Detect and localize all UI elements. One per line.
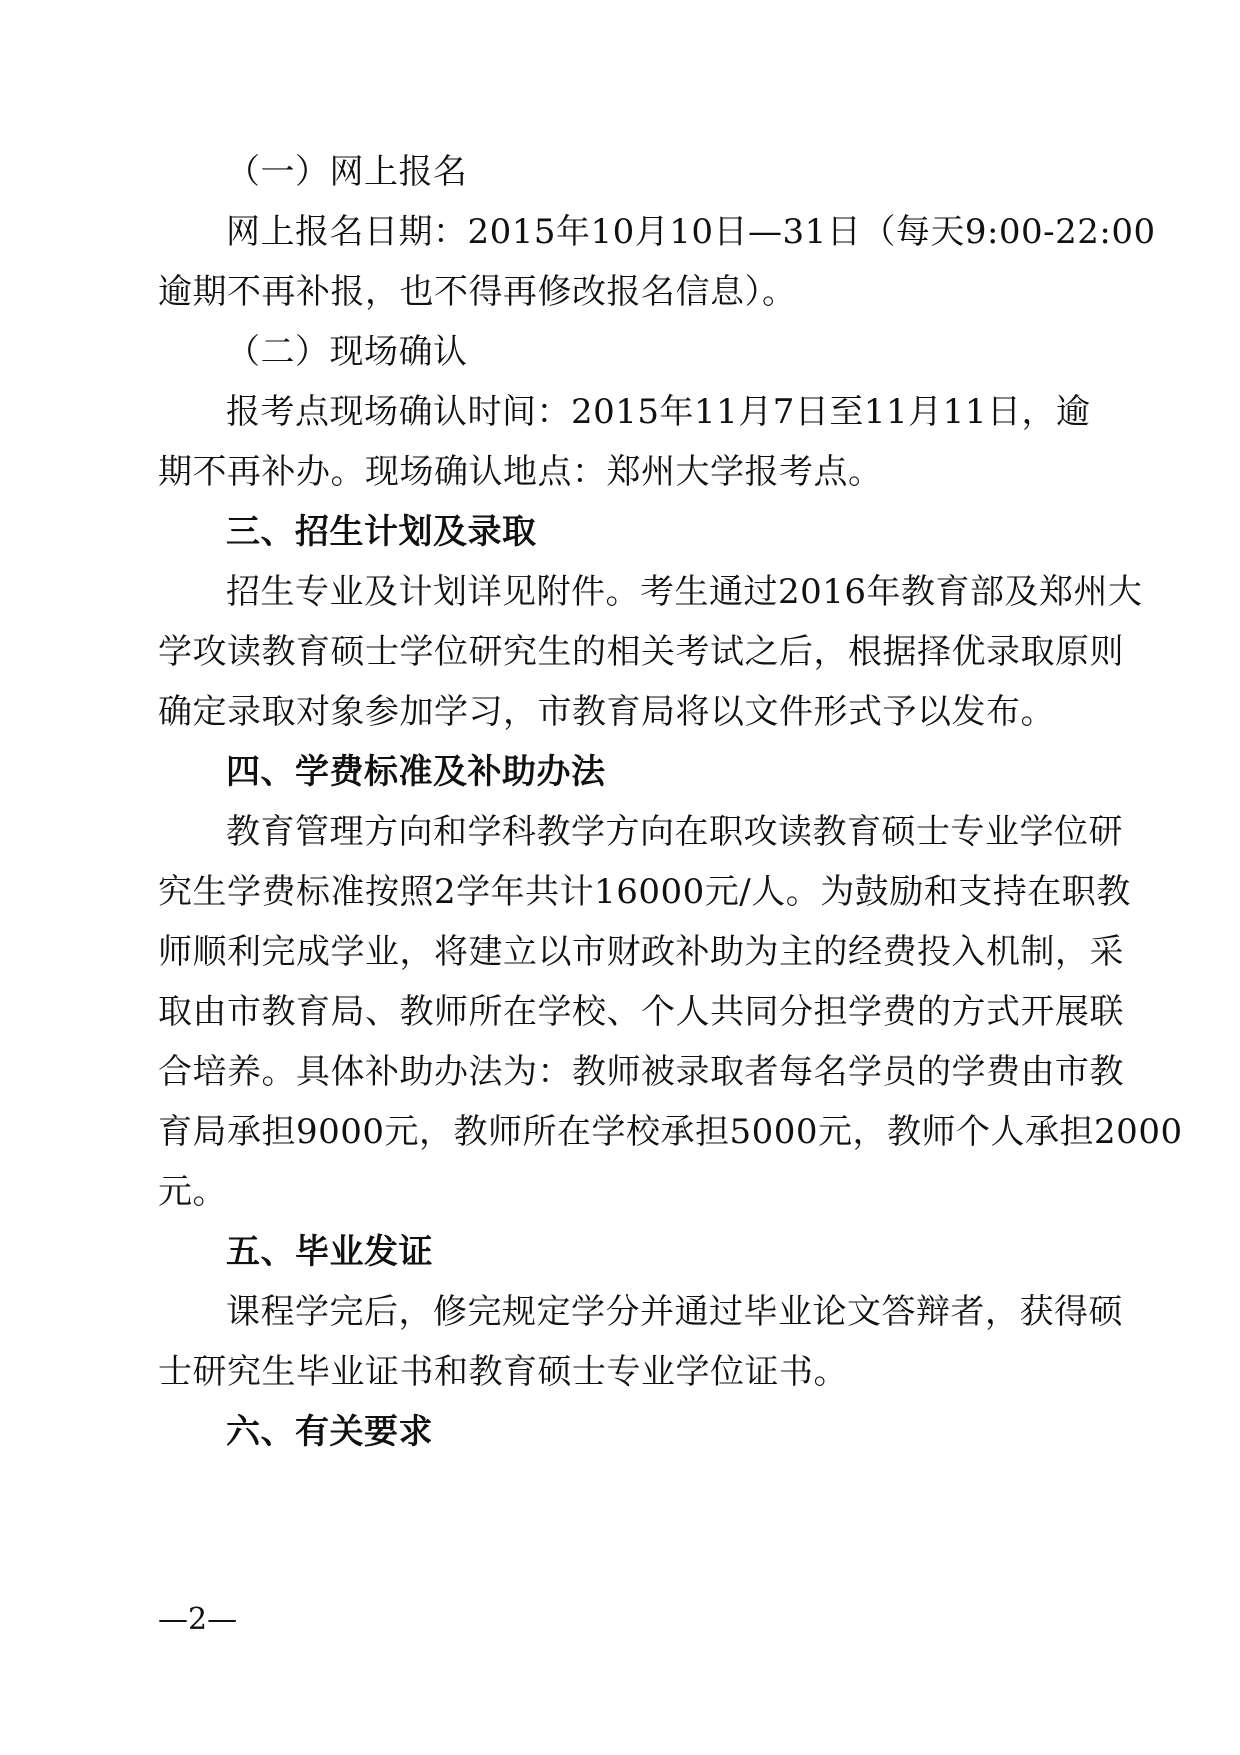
section-heading-requirements: 六、有关要求 [226, 1412, 433, 1452]
section-heading-enrollment-plan: 三、招生计划及录取 [226, 512, 537, 552]
paragraph-line: 究生学费标准按照2学年共计16000元/人。为鼓励和支持在职教 [158, 872, 1131, 912]
page-number: —2— [158, 1602, 238, 1637]
paragraph-line: 取由市教育局、教师所在学校、个人共同分担学费的方式开展联 [158, 992, 1124, 1032]
paragraph-line: 报考点现场确认时间：2015年11月7日至11月11日，逾 [226, 392, 1091, 432]
paragraph-line: 招生专业及计划详见附件。考生通过2016年教育部及郑州大 [226, 572, 1143, 612]
paragraph-line: 师顺利完成学业，将建立以市财政补助为主的经费投入机制，采 [158, 932, 1124, 972]
section-heading-graduation: 五、毕业发证 [226, 1232, 433, 1272]
paragraph-line: 课程学完后，修完规定学分并通过毕业论文答辩者，获得硕 [226, 1292, 1123, 1332]
subsection-heading-onsite-confirmation: （二）现场确认 [226, 332, 468, 372]
paragraph-line: 元。 [158, 1172, 227, 1212]
paragraph-line: 网上报名日期：2015年10月10日—31日（每天9:00-22:00 [226, 212, 1156, 252]
paragraph-line: 合培养。具体补助办法为：教师被录取者每名学员的学费由市教 [158, 1052, 1124, 1092]
paragraph-line: 育局承担9000元，教师所在学校承担5000元，教师个人承担2000 [158, 1112, 1183, 1152]
paragraph-line: 确定录取对象参加学习，市教育局将以文件形式予以发布。 [158, 692, 1055, 732]
paragraph-line: 教育管理方向和学科教学方向在职攻读教育硕士专业学位研 [226, 812, 1123, 852]
paragraph-line: 逾期不再补报，也不得再修改报名信息）。 [158, 272, 797, 312]
paragraph-line: 士研究生毕业证书和教育硕士专业学位证书。 [158, 1352, 848, 1392]
paragraph-line: 期不再补办。现场确认地点：郑州大学报考点。 [158, 452, 883, 492]
paragraph-line: 学攻读教育硕士学位研究生的相关考试之后，根据择优录取原则 [158, 632, 1124, 672]
section-heading-tuition: 四、学费标准及补助办法 [226, 752, 606, 792]
subsection-heading-online-registration: （一）网上报名 [226, 152, 468, 192]
